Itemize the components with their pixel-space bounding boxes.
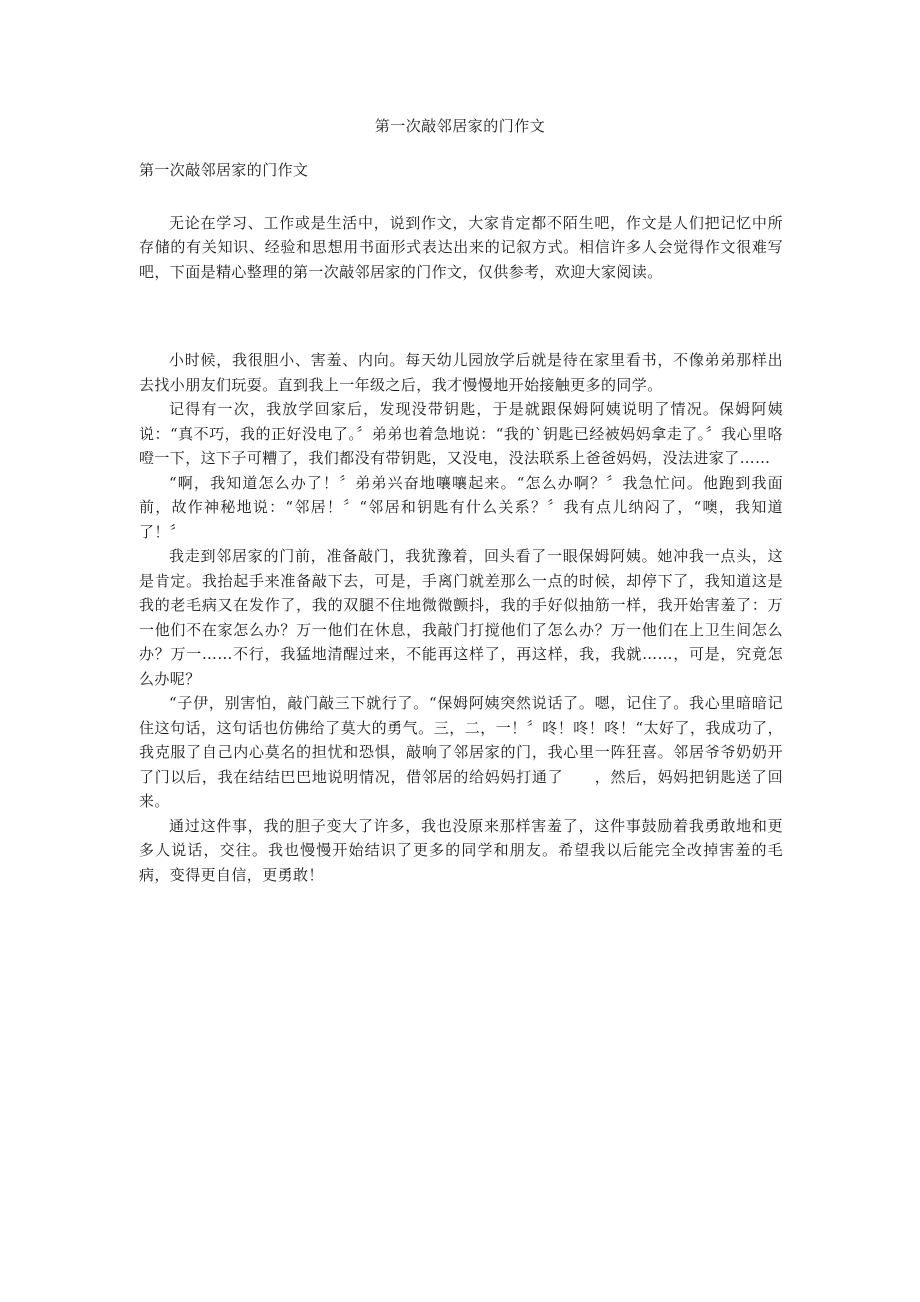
intro-paragraph: 无论在学习、工作或是生活中，说到作文，大家肯定都不陌生吧，作文是人们把记忆中所存储的有关知识、经验和思想用书面形式表达出来的记叙方式。相信许多人会觉得作文很难写吧，下面是精心整理的第一次敲邻居家的门作文，仅供参考，欢迎大家阅读。 xyxy=(139,213,783,281)
body-paragraph-1: 小时候，我很胆小、害羞、内向。每天幼儿园放学后就是待在家里看书，不像弟弟那样出去找小朋友们玩耍。直到我上一年级之后，我才慢慢地开始接触更多的同学。 xyxy=(139,351,783,394)
document-subtitle: 第一次敲邻居家的门作文 xyxy=(139,161,309,179)
body-paragraph-3: “啊，我知道怎么办了！〞弟弟兴奋地嚷嚷起来。“怎么办啊？〞我急忙问。他跑到我面前，故作神秘地说：“邻居！〞“邻居和钥匙有什么关系？〞我有点儿纳闷了，“噢，我知道了！〞 xyxy=(139,473,783,541)
body-paragraph-6: 通过这件事，我的胆子变大了许多，我也没原来那样害羞了，这件事鼓励着我勇敢地和更多人说话，交往。我也慢慢开始结识了更多的同学和朋友。希望我以后能完全改掉害羞的毛病，变得更自信，更勇敢！ xyxy=(139,816,783,884)
body-paragraph-2: 记得有一次，我放学回家后，发现没带钥匙，于是就跟保姆阿姨说明了情况。保姆阿姨说：“真不巧，我的正好没电了。〞弟弟也着急地说：“我的`钥匙已经被妈妈拿走了。〞我心里咯噔一下，这下子可糟了，我们都没有带钥匙，又没电，没法联系上爸爸妈妈，没法进家了…… xyxy=(139,400,783,467)
body-paragraph-4: 我走到邻居家的门前，准备敲门，我犹豫着，回头看了一眼保姆阿姨。她冲我一点头，这是肯定。我抬起手来准备敲下去，可是，手离门就差那么一点的时候，却停下了，我知道这是我的老毛病又在发作了，我的双腿不住地微微颤抖，我的手好似抽筋一样，我开始害羞了：万一他们不在家怎么办？万一他们在休息，我敲门打搅他们了怎么办？万一他们在上卫生间怎么办？万一……不行，我猛地清醒过来，不能再这样了，再这样，我，我就……，可是，究竟怎么办呢？ xyxy=(139,547,783,688)
body-paragraph-5: “子伊，别害怕，敲门敲三下就行了。“保姆阿姨突然说话了。嗯，记住了。我心里暗暗记住这句话，这句话也仿佛给了莫大的勇气。三，二，一！〞咚！咚！咚！“太好了，我成功了，我克服了自己内心莫名的担忧和恐惧，敲响了邻居家的门，我心里一阵狂喜。邻居爷爷奶奶开了门以后，我在结结巴巴地说明情况，借邻居的给妈妈打通了 ，然后，妈妈把钥匙送了回来。 xyxy=(139,694,783,810)
document-title: 第一次敲邻居家的门作文 xyxy=(374,117,546,135)
document-body xyxy=(139,158,783,887)
